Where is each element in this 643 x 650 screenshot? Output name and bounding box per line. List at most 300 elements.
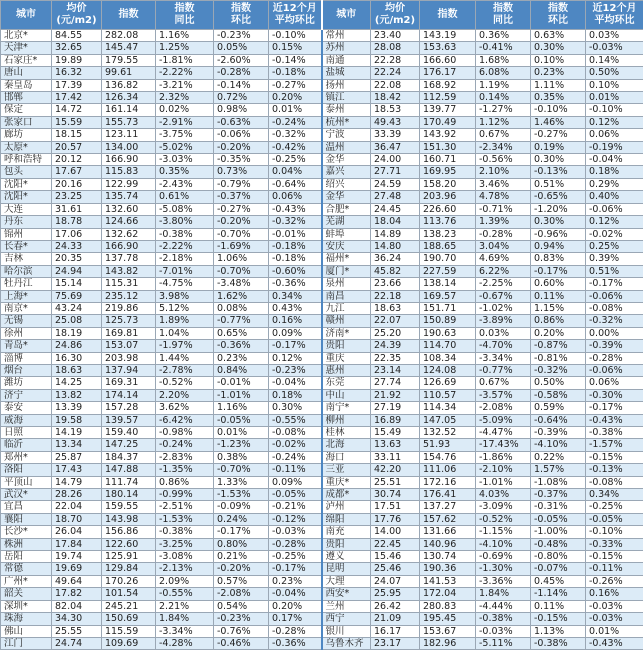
header-yoy: 指数 同比 — [476, 1, 531, 30]
table-row — [1, 637, 643, 649]
cell-mom: -0.81% — [531, 352, 586, 364]
cell-mom: 0.65% — [214, 327, 269, 339]
cell-yoy: -0.99% — [156, 489, 214, 501]
cell-mom: -0.07% — [531, 563, 586, 575]
cell-index: 172.16 — [420, 476, 476, 488]
cell-index: 138.14 — [420, 278, 476, 290]
cell-yoy: 0.67% — [476, 377, 531, 389]
cell-city: 锦州 — [1, 228, 52, 240]
cell-index: 132.60 — [102, 203, 156, 215]
cell-yoy: -3.34% — [156, 625, 214, 637]
cell-mom: -0.20% — [214, 141, 269, 153]
cell-city: 襄阳 — [1, 513, 52, 525]
cell-index: 168.92 — [420, 79, 476, 91]
cell-avg-12m-mom: -0.11% — [586, 563, 643, 575]
cell-index: 151.71 — [420, 302, 476, 314]
cell-index: 245.21 — [102, 600, 156, 612]
cell-yoy: -0.55% — [156, 588, 214, 600]
cell-index: 169.95 — [420, 166, 476, 178]
table-row — [1, 451, 643, 463]
cell-avg-price: 18.53 — [371, 104, 420, 116]
cell-index: 126.69 — [420, 377, 476, 389]
cell-avg-price: 42.20 — [371, 464, 420, 476]
cell-yoy: 1.25% — [156, 42, 214, 54]
cell-yoy: -3.25% — [156, 538, 214, 550]
cell-city: 沈阳* — [1, 178, 52, 190]
cell-avg-12m-mom: -0.60% — [269, 265, 322, 277]
cell-yoy: -0.56% — [476, 154, 531, 166]
cell-index: 114.70 — [420, 340, 476, 352]
header-city: 城市 — [1, 1, 52, 30]
cell-city: 嘉兴 — [322, 166, 371, 178]
cell-index: 130.74 — [420, 551, 476, 563]
cell-mom: -0.27% — [531, 129, 586, 141]
cell-avg-price: 18.70 — [52, 513, 102, 525]
cell-yoy: -4.70% — [476, 340, 531, 352]
header-mom: 指数 环比 — [214, 1, 269, 30]
cell-index: 195.45 — [420, 613, 476, 625]
cell-mom: -0.20% — [214, 563, 269, 575]
cell-city: 海口 — [322, 451, 371, 463]
table-row — [1, 116, 643, 128]
cell-avg-price: 17.76 — [371, 513, 420, 525]
cell-avg-price: 26.42 — [371, 600, 420, 612]
cell-avg-12m-mom: 0.10% — [586, 79, 643, 91]
cell-city: 金华 — [322, 154, 371, 166]
cell-avg-12m-mom: 0.14% — [586, 54, 643, 66]
cell-city: 泸州 — [322, 501, 371, 513]
cell-yoy: -2.91% — [156, 116, 214, 128]
cell-avg-12m-mom: -0.38% — [586, 427, 643, 439]
cell-mom: -2.08% — [214, 588, 269, 600]
cell-mom: -1.00% — [531, 526, 586, 538]
cell-mom: 1.15% — [531, 302, 586, 314]
cell-mom: -0.27% — [214, 203, 269, 215]
cell-city: 金华 — [322, 191, 371, 203]
table-row — [1, 54, 643, 66]
cell-index: 153.07 — [102, 340, 156, 352]
table-row — [1, 154, 643, 166]
cell-mom: -0.48% — [531, 538, 586, 550]
cell-mom: -0.36% — [214, 340, 269, 352]
cell-index: 111.74 — [102, 476, 156, 488]
cell-index: 155.73 — [102, 116, 156, 128]
cell-yoy: -4.75% — [156, 278, 214, 290]
cell-avg-12m-mom: -0.18% — [269, 253, 322, 265]
cell-avg-12m-mom: -0.39% — [586, 340, 643, 352]
cell-avg-price: 15.49 — [371, 427, 420, 439]
cell-city: 武汉* — [1, 489, 52, 501]
cell-city: 北京* — [1, 30, 52, 42]
cell-yoy: -5.02% — [156, 141, 214, 153]
cell-avg-price: 18.63 — [52, 364, 102, 376]
cell-avg-price: 16.17 — [371, 625, 420, 637]
table-row — [1, 178, 643, 190]
cell-avg-12m-mom: 0.29% — [586, 178, 643, 190]
cell-avg-price: 22.18 — [371, 290, 420, 302]
cell-index: 156.86 — [102, 526, 156, 538]
cell-index: 112.59 — [420, 92, 476, 104]
cell-index: 161.14 — [102, 104, 156, 116]
cell-index: 154.76 — [420, 451, 476, 463]
cell-avg-12m-mom: 0.12% — [586, 116, 643, 128]
cell-index: 203.98 — [102, 352, 156, 364]
table-row — [1, 489, 643, 501]
cell-avg-price: 22.24 — [371, 67, 420, 79]
cell-index: 170.26 — [102, 575, 156, 587]
cell-index: 136.82 — [102, 79, 156, 91]
cell-yoy: 2.20% — [156, 389, 214, 401]
cell-avg-12m-mom: 0.06% — [586, 129, 643, 141]
table-row — [1, 600, 643, 612]
table-row — [1, 104, 643, 116]
cell-avg-12m-mom: -0.24% — [269, 451, 322, 463]
cell-mom: 1.33% — [214, 476, 269, 488]
cell-yoy: -3.89% — [476, 315, 531, 327]
header-city: 城市 — [322, 1, 371, 30]
cell-mom: 0.60% — [531, 278, 586, 290]
table-row — [1, 439, 643, 451]
cell-avg-12m-mom: -0.15% — [586, 451, 643, 463]
cell-avg-price: 13.34 — [52, 439, 102, 451]
cell-city: 珠海 — [1, 613, 52, 625]
cell-mom: 0.22% — [531, 451, 586, 463]
cell-city: 常德 — [1, 563, 52, 575]
cell-avg-price: 14.19 — [52, 427, 102, 439]
cell-index: 108.34 — [420, 352, 476, 364]
cell-yoy: -1.27% — [476, 104, 531, 116]
cell-city: 兰州 — [322, 600, 371, 612]
cell-avg-price: 24.00 — [371, 154, 420, 166]
cell-avg-12m-mom: 0.16% — [586, 588, 643, 600]
header-12m-avg: 近12个月 平均环比 — [269, 1, 322, 30]
cell-avg-12m-mom: -0.06% — [586, 364, 643, 376]
cell-mom: -0.63% — [214, 116, 269, 128]
cell-yoy: -2.83% — [156, 451, 214, 463]
cell-avg-price: 16.32 — [52, 67, 102, 79]
cell-avg-price: 14.79 — [52, 476, 102, 488]
cell-index: 126.34 — [102, 92, 156, 104]
cell-yoy: 0.35% — [156, 166, 214, 178]
cell-avg-price: 22.04 — [52, 501, 102, 513]
cell-avg-12m-mom: -0.03% — [586, 42, 643, 54]
cell-mom: 0.10% — [531, 54, 586, 66]
cell-avg-price: 17.43 — [52, 464, 102, 476]
table-row — [1, 402, 643, 414]
cell-city: 扬州 — [322, 79, 371, 91]
cell-index: 132.62 — [102, 228, 156, 240]
cell-mom: 0.21% — [214, 551, 269, 563]
cell-index: 280.83 — [420, 600, 476, 612]
cell-yoy: -1.35% — [156, 464, 214, 476]
table-row — [1, 588, 643, 600]
cell-yoy: 4.78% — [476, 191, 531, 203]
cell-avg-price: 20.16 — [52, 178, 102, 190]
cell-city: 重庆 — [322, 352, 371, 364]
cell-yoy: -3.21% — [156, 79, 214, 91]
cell-avg-price: 24.94 — [52, 265, 102, 277]
cell-mom: 0.51% — [531, 178, 586, 190]
cell-avg-12m-mom: -0.08% — [586, 302, 643, 314]
cell-yoy: 1.12% — [476, 116, 531, 128]
cell-yoy: -5.08% — [156, 203, 214, 215]
cell-avg-12m-mom: -0.11% — [269, 464, 322, 476]
cell-mom: 0.57% — [214, 575, 269, 587]
cell-avg-12m-mom: -0.15% — [586, 551, 643, 563]
cell-avg-12m-mom: 0.15% — [269, 42, 322, 54]
cell-avg-12m-mom: -0.10% — [586, 526, 643, 538]
cell-mom: 0.86% — [531, 315, 586, 327]
cell-city: 乌鲁木齐 — [322, 637, 371, 649]
cell-city: 蚌埠 — [322, 228, 371, 240]
cell-avg-12m-mom: -0.18% — [269, 240, 322, 252]
cell-city: 沈阳* — [1, 191, 52, 203]
cell-yoy: -6.42% — [156, 414, 214, 426]
cell-avg-price: 84.55 — [52, 30, 102, 42]
cell-mom: 1.57% — [531, 464, 586, 476]
cell-mom: -0.58% — [531, 389, 586, 401]
cell-avg-12m-mom: -0.06% — [586, 203, 643, 215]
cell-avg-12m-mom: -0.04% — [269, 377, 322, 389]
cell-yoy: -2.34% — [476, 141, 531, 153]
cell-avg-12m-mom: 0.12% — [586, 216, 643, 228]
cell-avg-price: 22.35 — [371, 352, 420, 364]
cell-mom: 0.72% — [214, 92, 269, 104]
cell-index: 190.63 — [420, 327, 476, 339]
cell-avg-12m-mom: 0.18% — [586, 166, 643, 178]
table-row — [1, 191, 643, 203]
cell-avg-price: 25.95 — [371, 588, 420, 600]
cell-index: 150.69 — [102, 613, 156, 625]
cell-mom: 0.80% — [214, 538, 269, 550]
cell-mom: -1.69% — [214, 240, 269, 252]
cell-mom: -0.70% — [214, 265, 269, 277]
cell-avg-12m-mom: 0.50% — [586, 67, 643, 79]
cell-avg-price: 13.39 — [52, 402, 102, 414]
cell-avg-price: 20.35 — [52, 253, 102, 265]
cell-index: 170.49 — [420, 116, 476, 128]
cell-index: 141.53 — [420, 575, 476, 587]
cell-city: 广州* — [1, 575, 52, 587]
cell-avg-12m-mom: -0.04% — [269, 588, 322, 600]
cell-mom: -0.23% — [214, 613, 269, 625]
cell-avg-12m-mom: -0.43% — [269, 203, 322, 215]
cell-avg-price: 17.06 — [52, 228, 102, 240]
cell-mom: -1.53% — [214, 489, 269, 501]
cell-avg-price: 49.43 — [371, 116, 420, 128]
cell-index: 227.59 — [420, 265, 476, 277]
cell-avg-price: 18.63 — [371, 302, 420, 314]
cell-yoy: 0.86% — [156, 476, 214, 488]
cell-avg-price: 27.48 — [371, 191, 420, 203]
cell-mom: -0.65% — [531, 191, 586, 203]
cell-avg-12m-mom: 0.23% — [269, 575, 322, 587]
cell-city: 南宁* — [322, 402, 371, 414]
cell-mom: -0.28% — [214, 67, 269, 79]
cell-avg-12m-mom: -0.10% — [586, 104, 643, 116]
cell-index: 143.82 — [102, 265, 156, 277]
cell-city: 南京* — [1, 302, 52, 314]
cell-avg-12m-mom: -0.19% — [586, 141, 643, 153]
cell-mom: -0.17% — [531, 265, 586, 277]
header-index: 指数 — [420, 1, 476, 30]
cell-avg-price: 33.11 — [371, 451, 420, 463]
cell-index: 101.54 — [102, 588, 156, 600]
table-row — [1, 265, 643, 277]
cell-mom: 0.83% — [531, 253, 586, 265]
cell-avg-price: 18.42 — [371, 92, 420, 104]
cell-index: 137.94 — [102, 364, 156, 376]
cell-avg-price: 17.39 — [52, 79, 102, 91]
cell-city: 桂林 — [322, 427, 371, 439]
cell-city: 柳州 — [322, 414, 371, 426]
cell-index: 151.30 — [420, 141, 476, 153]
cell-avg-price: 14.80 — [371, 240, 420, 252]
cell-city: 重庆* — [322, 476, 371, 488]
cell-yoy: -0.38% — [156, 526, 214, 538]
table-row — [1, 240, 643, 252]
cell-avg-price: 23.40 — [371, 30, 420, 42]
cell-city: 成都* — [322, 489, 371, 501]
cell-avg-12m-mom: -0.25% — [269, 551, 322, 563]
cell-index: 125.91 — [102, 551, 156, 563]
cell-city: 安庆 — [322, 240, 371, 252]
cell-city: 宜昌 — [1, 501, 52, 513]
cell-avg-12m-mom: 0.09% — [269, 327, 322, 339]
cell-city: 大理 — [322, 575, 371, 587]
cell-mom: -0.10% — [531, 104, 586, 116]
table-row — [1, 216, 643, 228]
cell-index: 226.60 — [420, 203, 476, 215]
cell-mom: -0.20% — [214, 216, 269, 228]
cell-city: 长沙* — [1, 526, 52, 538]
cell-avg-12m-mom: 0.20% — [269, 92, 322, 104]
cell-yoy: 6.22% — [476, 265, 531, 277]
cell-index: 135.74 — [102, 191, 156, 203]
cell-index: 174.14 — [102, 389, 156, 401]
cell-avg-price: 36.47 — [371, 141, 420, 153]
cell-city: 威海 — [1, 414, 52, 426]
table-row — [1, 42, 643, 54]
cell-index: 166.60 — [420, 54, 476, 66]
cell-mom: 0.08% — [214, 302, 269, 314]
cell-yoy: 1.68% — [476, 54, 531, 66]
cell-mom: -0.37% — [214, 191, 269, 203]
cell-mom: 1.16% — [214, 402, 269, 414]
cell-city: 烟台 — [1, 364, 52, 376]
cell-avg-price: 23.25 — [52, 191, 102, 203]
cell-avg-12m-mom: 0.03% — [586, 30, 643, 42]
cell-yoy: 1.44% — [156, 352, 214, 364]
cell-avg-12m-mom: -0.10% — [269, 30, 322, 42]
cell-avg-12m-mom: 0.09% — [269, 476, 322, 488]
cell-yoy: 0.61% — [156, 191, 214, 203]
cell-avg-price: 45.82 — [371, 265, 420, 277]
cell-mom: -0.01% — [214, 377, 269, 389]
table-row — [1, 538, 643, 550]
table-row — [1, 30, 643, 42]
cell-index: 159.40 — [102, 427, 156, 439]
cell-mom: 0.30% — [531, 216, 586, 228]
cell-mom: -0.38% — [531, 637, 586, 649]
cell-avg-12m-mom: -0.08% — [269, 427, 322, 439]
cell-avg-12m-mom: -0.03% — [586, 600, 643, 612]
table-row — [1, 352, 643, 364]
cell-city: 泰州 — [322, 104, 371, 116]
cell-mom: 0.30% — [531, 154, 586, 166]
cell-avg-price: 24.86 — [52, 340, 102, 352]
cell-yoy: -0.28% — [476, 228, 531, 240]
cell-city: 江门 — [1, 637, 52, 649]
cell-avg-12m-mom: -0.18% — [269, 67, 322, 79]
cell-yoy: 1.39% — [476, 216, 531, 228]
cell-yoy: -0.03% — [476, 625, 531, 637]
cell-avg-price: 13.63 — [371, 439, 420, 451]
cell-index: 145.47 — [102, 42, 156, 54]
cell-index: 182.96 — [420, 637, 476, 649]
cell-avg-12m-mom: -0.32% — [269, 129, 322, 141]
cell-city: 泉州 — [322, 278, 371, 290]
cell-index: 282.08 — [102, 30, 156, 42]
cell-city: 九江 — [322, 302, 371, 314]
cell-city: 平顶山 — [1, 476, 52, 488]
cell-avg-price: 36.24 — [371, 253, 420, 265]
cell-yoy: -3.34% — [476, 352, 531, 364]
cell-city: 唐山 — [1, 67, 52, 79]
cell-avg-12m-mom: -0.27% — [269, 79, 322, 91]
cell-avg-12m-mom: -0.12% — [269, 513, 322, 525]
cell-city: 中山 — [322, 389, 371, 401]
cell-mom: -1.14% — [531, 588, 586, 600]
cell-city: 徐州 — [1, 327, 52, 339]
header-index: 指数 — [102, 1, 156, 30]
cell-mom: -0.17% — [214, 526, 269, 538]
cell-index: 147.05 — [420, 414, 476, 426]
cell-avg-12m-mom: 0.51% — [586, 265, 643, 277]
cell-yoy: 3.62% — [156, 402, 214, 414]
cell-yoy: 0.36% — [476, 30, 531, 42]
cell-avg-12m-mom: -0.04% — [586, 154, 643, 166]
cell-mom: 0.11% — [531, 290, 586, 302]
cell-avg-price: 17.42 — [52, 92, 102, 104]
cell-yoy: 1.84% — [476, 588, 531, 600]
cell-avg-price: 23.17 — [371, 637, 420, 649]
cell-city: 长春* — [1, 240, 52, 252]
cell-index: 169.31 — [102, 377, 156, 389]
cell-avg-12m-mom: -0.30% — [586, 389, 643, 401]
header-mom: 指数 环比 — [531, 1, 586, 30]
cell-avg-12m-mom: 0.01% — [586, 92, 643, 104]
table-row — [1, 501, 643, 513]
cell-city: 绍兴 — [322, 178, 371, 190]
cell-yoy: 3.98% — [156, 290, 214, 302]
cell-avg-12m-mom: 0.39% — [586, 253, 643, 265]
cell-yoy: 0.14% — [476, 92, 531, 104]
cell-city: 呼和浩特 — [1, 154, 52, 166]
cell-index: 150.89 — [420, 315, 476, 327]
cell-avg-12m-mom: 0.04% — [269, 166, 322, 178]
cell-index: 122.60 — [102, 538, 156, 550]
cell-avg-price: 22.28 — [371, 54, 420, 66]
cell-avg-price: 18.15 — [52, 129, 102, 141]
table-row — [1, 67, 643, 79]
cell-avg-price: 23.14 — [371, 364, 420, 376]
cell-index: 113.76 — [420, 216, 476, 228]
cell-avg-12m-mom: -0.32% — [269, 216, 322, 228]
cell-index: 157.28 — [102, 402, 156, 414]
cell-avg-12m-mom: -0.13% — [586, 464, 643, 476]
cell-avg-12m-mom: 0.43% — [269, 302, 322, 314]
